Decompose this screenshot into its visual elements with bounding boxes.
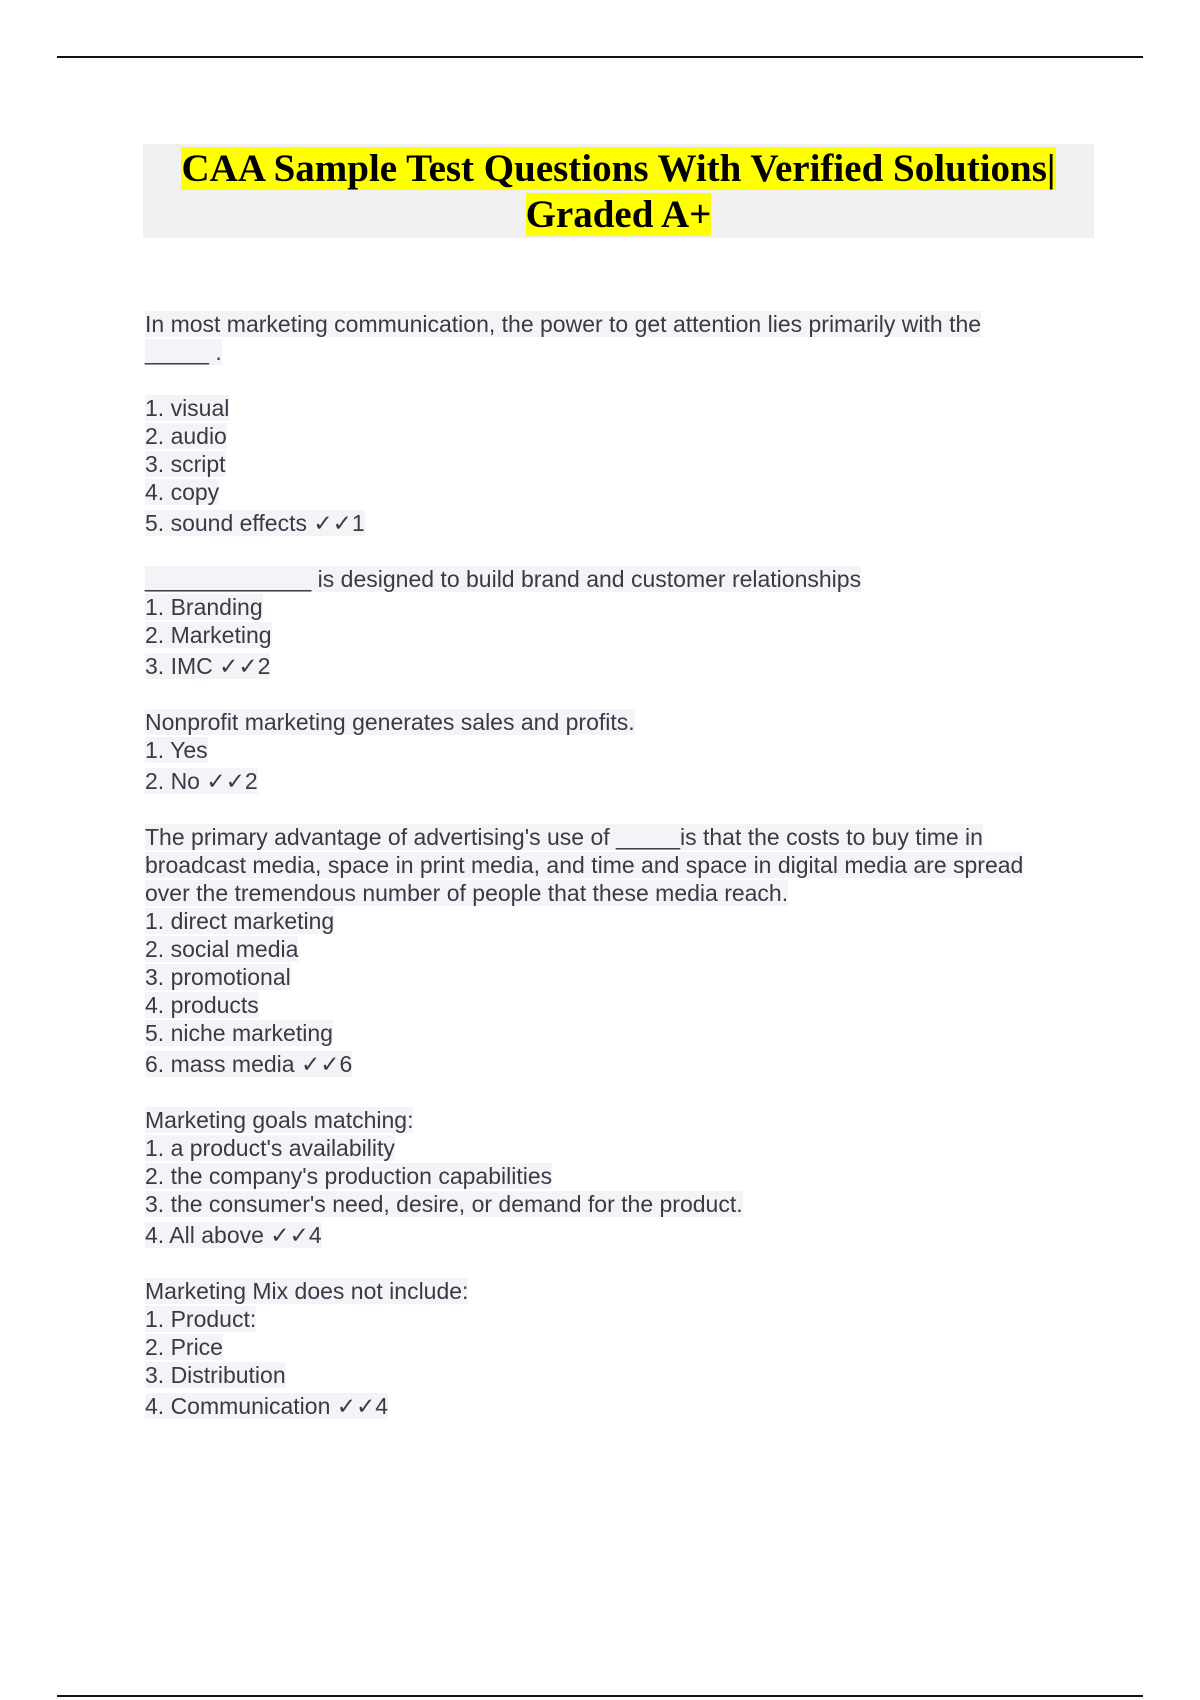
question-line [145,991,1075,1019]
question-block [145,708,1075,795]
question-block [145,310,1075,537]
line-text: Nonprofit marketing generates sales and profits. [145,709,635,735]
question-line [145,593,1075,621]
question-block [145,1106,1075,1249]
line-text: over the tremendous number of people that these media reach. [145,880,789,906]
question-text [145,708,1075,736]
question-line [145,1190,1075,1218]
document-title [143,146,1094,238]
answer-line [145,1392,1075,1420]
question-block [145,565,1075,680]
question-text [145,1277,1075,1305]
line-text: 1. Yes [145,737,208,763]
question-line [145,851,1075,879]
question-line [145,338,1075,366]
question-line [145,907,1075,935]
question-line [145,935,1075,963]
question-line [145,1305,1075,1333]
question-list [145,310,1075,1448]
answer-text: 3. IMC ✓✓2 [145,653,271,679]
line-text: 1. direct marketing [145,908,335,934]
answer-line [145,652,1075,680]
question-line [145,621,1075,649]
line-text: 4. products [145,992,259,1018]
question-line [145,478,1075,506]
question-line [145,1134,1075,1162]
line-text: 3. promotional [145,964,291,990]
answer-text: 4. All above ✓✓4 [145,1222,322,1248]
line-text: _____ . [145,339,222,365]
line-text: Marketing Mix does not include: [145,1278,469,1304]
title-line-1: CAA Sample Test Questions With Verified Solutions| [181,147,1056,190]
line-text: 2. Price [145,1334,223,1360]
question-line [145,736,1075,764]
line-text: 1. visual [145,395,230,421]
line-text: 2. the company's production capabilities [145,1163,553,1189]
line-text: 3. the consumer's need, desire, or demand for the product. [145,1191,743,1217]
answer-text: 4. Communication ✓✓4 [145,1393,389,1419]
answer-text: 5. sound effects ✓✓1 [145,510,365,536]
question-line [145,879,1075,907]
line-text: 5. niche marketing [145,1020,333,1046]
answer-text: 6. mass media ✓✓6 [145,1051,353,1077]
line-text: 2. social media [145,936,299,962]
answer-text: 2. No ✓✓2 [145,768,258,794]
bottom-rule [57,1695,1143,1697]
answer-line [145,767,1075,795]
question-line [145,1361,1075,1389]
answer-line [145,1221,1075,1249]
question-text [145,1106,1075,1134]
answer-line [145,1050,1075,1078]
question-line [145,366,1075,394]
question-line [145,1019,1075,1047]
question-line [145,450,1075,478]
line-text: _____________ is designed to build brand and customer relationships [145,566,862,592]
line-text: broadcast media, space in print media, and time and space in digital media are spread [145,852,1024,878]
answer-line [145,509,1075,537]
line-text: 4. copy [145,479,220,505]
question-text [145,565,1075,593]
question-text [145,310,1075,338]
question-line [145,394,1075,422]
question-block [145,1277,1075,1420]
line-text: The primary advantage of advertising's use of _____is that the costs to buy time in [145,824,983,850]
question-line [145,963,1075,991]
line-text: Marketing goals matching: [145,1107,414,1133]
question-line [145,1162,1075,1190]
question-block [145,823,1075,1078]
line-text: 1. a product's availability [145,1135,395,1161]
line-text: 1. Product: [145,1306,257,1332]
question-text [145,823,1075,851]
title-line-2: Graded A+ [525,193,712,236]
line-text: 3. script [145,451,226,477]
line-text: 2. audio [145,423,227,449]
question-line [145,1333,1075,1361]
top-rule [57,56,1143,58]
line-text: 1. Branding [145,594,263,620]
question-line [145,422,1075,450]
line-text: In most marketing communication, the power to get attention lies primarily with the [145,311,982,337]
line-text: 2. Marketing [145,622,272,648]
line-text: 3. Distribution [145,1362,286,1388]
